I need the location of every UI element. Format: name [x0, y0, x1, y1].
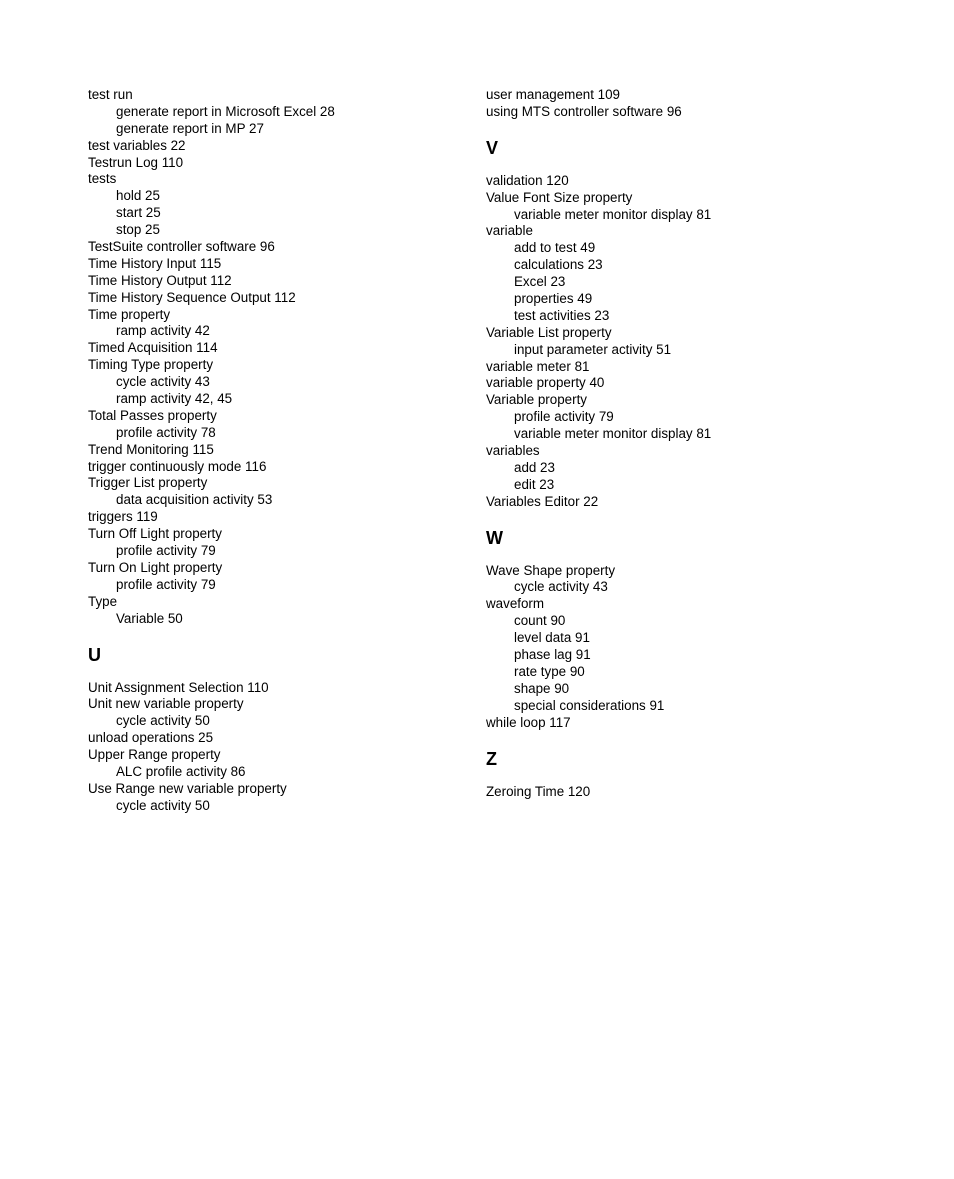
index-subentry: test activities 23	[514, 307, 610, 323]
index-entry: Trend Monitoring 115	[88, 441, 214, 457]
index-subentry: profile activity 79	[116, 576, 216, 592]
index-subentry: properties 49	[514, 291, 593, 307]
index-subentry: generate report in MP 27	[116, 120, 264, 136]
index-subentry: cycle activity 50	[116, 797, 210, 813]
index-column-left	[88, 87, 448, 815]
index-entry: Use Range new variable property	[88, 780, 287, 796]
index-entry: variable meter 81	[486, 358, 590, 374]
index-subentry: start 25	[116, 205, 161, 221]
index-entry: Turn On Light property	[88, 559, 223, 575]
section-letter: U	[88, 644, 101, 665]
index-entry: Testrun Log 110	[88, 154, 184, 170]
index-subentry: cycle activity 50	[116, 713, 210, 729]
index-entry: Wave Shape property	[486, 562, 616, 578]
index-subentry: rate type 90	[514, 663, 585, 679]
index-subentry: input parameter activity 51	[514, 341, 672, 357]
index-entry: Time History Output 112	[88, 272, 232, 288]
index-subentry: level data 91	[514, 630, 590, 646]
section-letter: W	[486, 527, 503, 548]
index-subentry: variable meter monitor display 81	[514, 206, 712, 222]
index-subentry: variable meter monitor display 81	[514, 426, 712, 442]
index-entry: Time History Sequence Output 112	[88, 289, 296, 305]
index-entry: variable property 40	[486, 375, 605, 391]
index-subentry: ALC profile activity 86	[116, 763, 246, 779]
index-entry: test run	[88, 87, 133, 102]
index-subentry: shape 90	[514, 680, 570, 696]
index-entry: waveform	[486, 596, 545, 612]
index-entry: Variable property	[486, 392, 587, 408]
section-letter: Z	[486, 748, 497, 769]
index-entry: Unit Assignment Selection 110	[88, 679, 269, 695]
index-subentry: calculations 23	[514, 257, 603, 273]
index-entry: trigger continuously mode 116	[88, 458, 267, 474]
index-entry: Unit new variable property	[88, 696, 244, 712]
index-entry: triggers 119	[88, 509, 158, 525]
index-entry: using MTS controller software 96	[486, 103, 682, 119]
index-entry: Timing Type property	[88, 357, 214, 373]
index-entry: Upper Range property	[88, 747, 221, 763]
index-subentry: count 90	[514, 613, 566, 629]
index-subentry: hold 25	[116, 188, 160, 204]
index-entry: Variables Editor 22	[486, 493, 599, 509]
index-subentry: ramp activity 42, 45	[116, 391, 233, 407]
index-entry: user management 109	[486, 87, 620, 102]
section-letter: V	[486, 137, 499, 158]
index-entry: test variables 22	[88, 137, 186, 153]
index-entry: Zeroing Time 120	[486, 783, 591, 799]
index-entry: TestSuite controller software 96	[88, 239, 275, 255]
index-entry: variables	[486, 443, 540, 459]
index-entry: Time History Input 115	[88, 255, 222, 271]
index-subentry: generate report in Microsoft Excel 28	[116, 103, 335, 119]
index-entry: Variable List property	[486, 324, 612, 340]
index-subentry: ramp activity 42	[116, 323, 210, 339]
index-entry: Turn Off Light property	[88, 526, 222, 542]
index-entry: Time property	[88, 306, 171, 322]
index-subentry: profile activity 79	[116, 543, 216, 559]
index-entry: tests	[88, 171, 117, 187]
index-subentry: profile activity 79	[514, 409, 614, 425]
index-subentry: stop 25	[116, 222, 160, 238]
index-subentry: cycle activity 43	[116, 374, 210, 390]
index-subentry: special considerations 91	[514, 697, 665, 713]
index-subentry: data acquisition activity 53	[116, 492, 273, 508]
index-column-right	[486, 87, 886, 800]
index-entry: while loop 117	[486, 714, 571, 730]
index-subentry: add to test 49	[514, 240, 596, 256]
index-subentry: Excel 23	[514, 274, 566, 290]
index-entry: variable	[486, 223, 533, 239]
index-subentry: add 23	[514, 459, 555, 475]
index-entry: Trigger List property	[88, 475, 208, 491]
index-subentry: profile activity 78	[116, 424, 216, 440]
index-subentry: edit 23	[514, 476, 555, 492]
index-subentry: phase lag 91	[514, 647, 591, 663]
index-entry: Value Font Size property	[486, 189, 633, 205]
index-entry: unload operations 25	[88, 730, 214, 746]
index-entry: Total Passes property	[88, 407, 217, 423]
index-subentry: Variable 50	[116, 610, 183, 626]
index-subentry: cycle activity 43	[514, 579, 608, 595]
index-entry: Type	[88, 593, 118, 609]
index-entry: Timed Acquisition 114	[88, 340, 218, 356]
index-entry: validation 120	[486, 172, 569, 188]
